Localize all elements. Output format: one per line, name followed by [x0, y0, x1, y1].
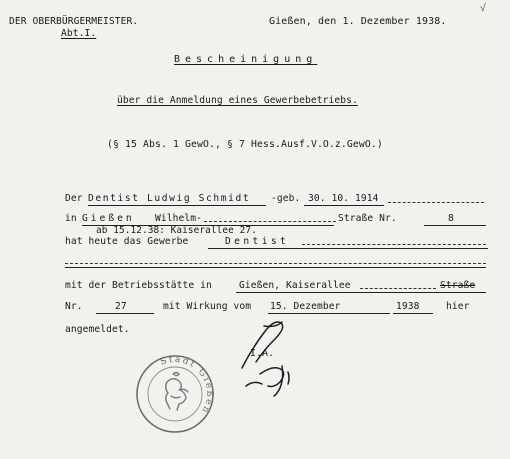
birthdate-underline	[304, 205, 384, 206]
stamp-ring-text: Stadt Gießen	[159, 354, 215, 416]
street-fill	[204, 221, 336, 222]
premises-fill	[360, 288, 436, 289]
svg-text:Stadt Gießen	[159, 355, 214, 416]
premises-prefix: mit der Betriebsstätte in	[65, 280, 212, 291]
corner-check-mark: √	[480, 3, 487, 14]
birth-date: 30. 10. 1914	[308, 193, 379, 204]
address-change-note: ab 15.12.38: Kaiserallee 27.	[96, 225, 257, 236]
premises-number-underline	[96, 313, 154, 314]
number-label: Nr.	[65, 301, 83, 312]
house-number-underline	[424, 225, 486, 226]
trade-fill	[302, 244, 486, 245]
registrant-name: Dentist Ludwig Schmidt	[88, 193, 251, 204]
premises-number: 27	[115, 301, 127, 312]
place-and-date: Gießen, den 1. Dezember 1938.	[269, 16, 447, 27]
trade-underline	[208, 248, 488, 249]
residence-city: Gießen	[82, 213, 135, 224]
effective-date-underline	[268, 313, 390, 314]
trade-prefix: hat heute das Gewerbe	[65, 236, 189, 247]
line1-prefix: Der	[65, 193, 83, 204]
legal-reference: (§ 15 Abs. 1 GewO., § 7 Hess.Ausf.V.O.z.GewO.)	[107, 139, 383, 150]
premises-location: Gießen, Kaiserallee	[239, 280, 351, 291]
issuing-office: DER OBERBÜRGERMEISTER.	[9, 16, 139, 27]
department: Abt.I.	[61, 28, 97, 39]
effective-label: mit Wirkung vom	[163, 301, 252, 312]
residence-street: Wilhelm-	[155, 213, 203, 224]
name-underline	[88, 205, 266, 206]
year-underline	[393, 313, 433, 314]
signature	[234, 316, 314, 408]
closing-word: angemeldet.	[65, 324, 130, 335]
blank-dashed-line	[65, 263, 486, 264]
premises-underline	[236, 292, 486, 293]
document-subtitle: über die Anmeldung eines Gewerbebetriebs.	[117, 95, 358, 106]
document-title: Bescheinigung	[174, 54, 318, 65]
blank-underline	[65, 267, 486, 268]
city-seal-stamp	[133, 352, 217, 436]
line2-in: in	[65, 213, 77, 224]
line1-fill	[388, 202, 484, 203]
trade-name: Dentist	[225, 236, 290, 247]
struck-street-label: Straße	[440, 280, 476, 291]
street-label: Straße Nr.	[338, 213, 397, 224]
effective-date: 15. Dezember	[270, 301, 341, 312]
born-label: -geb.	[271, 193, 301, 204]
here-word: hier	[446, 301, 470, 312]
house-number: 8	[448, 213, 454, 224]
lion-emblem-icon	[166, 373, 188, 411]
signature-mark: I.A.	[250, 348, 275, 359]
effective-year: 1938	[396, 301, 420, 312]
